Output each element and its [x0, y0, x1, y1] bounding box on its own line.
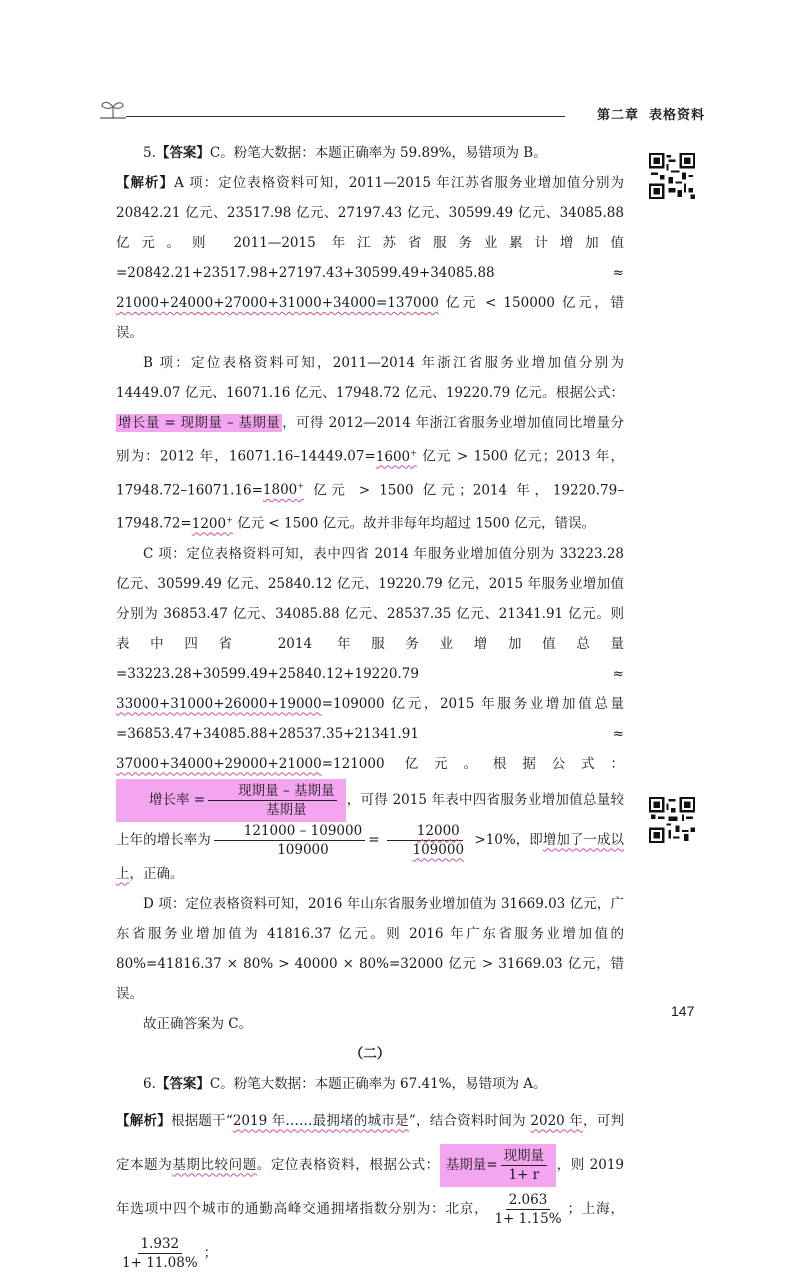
beijing-fraction	[491, 1191, 564, 1228]
q5-b-value-2014	[192, 516, 233, 532]
q5-c-conclusion: ，正确。	[129, 865, 184, 882]
qr-code-icon[interactable]	[649, 153, 695, 199]
fraction-denominator: 109000	[277, 841, 329, 858]
q6-key-type: 基期比较问题	[172, 1156, 257, 1173]
q5-b-plus-mark: +	[226, 515, 233, 524]
q5-b-text5: 亿元 < 1500 亿元。故并非每年均超过 1500 亿元，错误。	[232, 515, 596, 532]
q6-base-formula	[440, 1144, 556, 1187]
q5-b-plus-mark: +	[410, 448, 417, 457]
q5-b-text2: ，可得 2012—2014 年浙江省服务业增加值同比增量分别为：2012 年，16071.16–14449.07=	[116, 415, 624, 465]
q5-c-text4: ，可得 2015 年表中四省服务业增加值总量较上年的增长率为	[116, 791, 624, 848]
q5-c-fraction-2	[383, 822, 468, 859]
fraction-numerator: 现期量	[501, 1147, 548, 1166]
q6-analysis	[116, 1099, 624, 1275]
q5-option-d: D 项：定位表格资料可知，2016 年山东省服务业增加值为 31669.03 亿元，广东省服务业增加值为 41816.37 亿元。则 2016 年广东省服务业增加值的 80%=41816.37 × 80% > 40000 × 80%=32000 亿元 > 31669.03 亿元，错误。	[116, 895, 624, 1002]
q6-text6: ；上海，	[567, 1200, 625, 1217]
q5-c-key-phrase: 增加了一成以上	[116, 831, 625, 882]
q5-c-estimate-2015: 37000+34000+29000+21000	[116, 755, 322, 772]
q6-text2: ”，结合资料时间为	[408, 1112, 531, 1129]
q6-answer-tag: 【答案】	[155, 1075, 210, 1092]
chapter-number: 第二章	[596, 108, 639, 123]
q5-b-value-2013	[263, 482, 304, 498]
solution-body	[116, 138, 624, 1275]
q5-b-text3: 亿元 > 1500 亿元；2013 年，17948.72–16071.16=	[116, 448, 625, 498]
q5-b-formula: 增长量 = 现期量 – 基期量	[118, 415, 281, 431]
q5-option-c	[116, 539, 624, 889]
q5-b-plus-mark: +	[297, 481, 304, 491]
q5-b-value-2013-num: 1800	[262, 482, 298, 498]
equals-sign: =	[368, 831, 380, 848]
fraction-denominator: 1+ r	[508, 1166, 540, 1183]
fraction-denominator: 1+ 11.08%	[122, 1254, 198, 1271]
q6-number: 6.	[143, 1075, 156, 1092]
q5-conclusion: 故正确答案为 C。	[143, 1015, 253, 1032]
qr-code-icon[interactable]	[649, 797, 695, 843]
fraction-denominator: 基期量	[266, 801, 307, 818]
q5-c-text3: =121000 亿元。根据公式：	[321, 755, 624, 772]
q6-key-year: 2020 年	[530, 1112, 584, 1129]
q6-answer-text: C。粉笔大数据：本题正确率为 67.41%，易错项为 A。	[209, 1075, 547, 1092]
q6-text3: ，可判定本题为	[116, 1112, 624, 1173]
fraction-numerator: 现期量 – 基期量	[208, 782, 337, 801]
shanghai-fraction	[119, 1235, 201, 1272]
q5-b-value-2012-num: 1600	[375, 448, 411, 465]
q5-a-text: A 项：定位表格资料可知，2011—2015 年江苏省服务业增加值分别为 20842.21 亿元、23517.98 亿元、27197.43 亿元、30599.49 亿元、34085.88 亿元。则 2011—2015 年江苏省服务业累计增加值 =20842.21+23517.98+27197.43+30599.49+34085.88 ≈	[116, 175, 624, 281]
q5-option-b	[116, 348, 624, 539]
page-header	[100, 98, 705, 128]
q5-c-estimate-2014: 33000+31000+26000+19000	[116, 695, 322, 712]
q6-text5: ，则 2019 年选项中四个城市的通勤高峰交通拥堵指数分别为：北京，	[116, 1156, 625, 1217]
sprout-icon	[100, 98, 126, 120]
chapter-title: 表格资料	[648, 108, 705, 123]
q5-answer-tag: 【答案】	[155, 145, 210, 161]
q5-c-fraction-1	[214, 822, 365, 859]
fraction-denominator: 109000	[412, 841, 465, 858]
fraction-numerator: 1.932	[138, 1235, 183, 1254]
q5-number: 5.	[143, 145, 156, 161]
page-number: 147	[671, 1003, 695, 1019]
chapter-label	[587, 104, 705, 123]
fraction-numerator: 2.063	[506, 1191, 551, 1210]
growth-rate-label: 增长率 =	[149, 791, 206, 808]
header-rule	[126, 116, 565, 117]
q5-a-estimate: 21000+24000+27000+31000+34000=137000	[116, 295, 439, 311]
q5-b-value-2014-num: 1200	[191, 515, 227, 532]
q6-text7: ；	[203, 1244, 218, 1261]
q5-c-growth-formula	[116, 779, 346, 822]
fraction-numerator: 12000	[387, 822, 463, 841]
q6-text4: 。定位表格资料，根据公式：	[256, 1156, 440, 1173]
growth-rate-fraction	[208, 782, 337, 819]
q5-a-conclusion: 亿元 < 150000 亿元，错误。	[116, 295, 624, 341]
q5-c-text5: >10%，即	[470, 831, 543, 848]
q5-option-a	[116, 168, 624, 348]
q5-b-text: B 项：定位表格资料可知，2011—2014 年浙江省服务业增加值分别为 14449.07 亿元、16071.16 亿元、17948.72 亿元、19220.79 亿元。根据公式：	[116, 355, 624, 401]
q5-answer-text: C。粉笔大数据：本题正确率为 59.89%，易错项为 B。	[209, 145, 547, 161]
q5-answer-line	[116, 138, 624, 168]
q5-c-text: C 项：定位表格资料可知，表中四省 2014 年服务业增加值分别为 33223.28 亿元、30599.49 亿元、25840.12 亿元、19220.79 亿元，2015 年服务业增加值分别为 36853.47 亿元、34085.88 亿元、28537.35 亿元、21341.91 亿元。则表中四省 2014 年服务业增加值总量 =33223.28+30599.49+25840.12+19220.79 ≈	[116, 545, 624, 682]
base-period-label: 基期量=	[445, 1156, 498, 1173]
q5-b-text4: 亿元 > 1500 亿元；2014 年，19220.79–17948.72=	[116, 482, 624, 532]
q6-analysis-tag: 【解析】	[116, 1112, 171, 1129]
fraction-denominator: 1+ 1.15%	[494, 1210, 562, 1227]
q5-analysis-tag: 【解析】	[116, 175, 175, 191]
section-heading: （二）	[349, 1045, 391, 1062]
base-period-fraction	[501, 1147, 548, 1184]
q5-c-text2: =109000 亿元，2015 年服务业增加值总量 =36853.47+34085.88+28537.35+21341.91 ≈	[116, 695, 624, 742]
q6-text1: 根据题干“	[170, 1112, 233, 1129]
q5-b-value-2012	[376, 449, 417, 465]
fraction-numerator: 121000 – 109000	[214, 822, 365, 841]
q6-key-question: 2019 年……最拥堵的城市是	[232, 1112, 409, 1129]
